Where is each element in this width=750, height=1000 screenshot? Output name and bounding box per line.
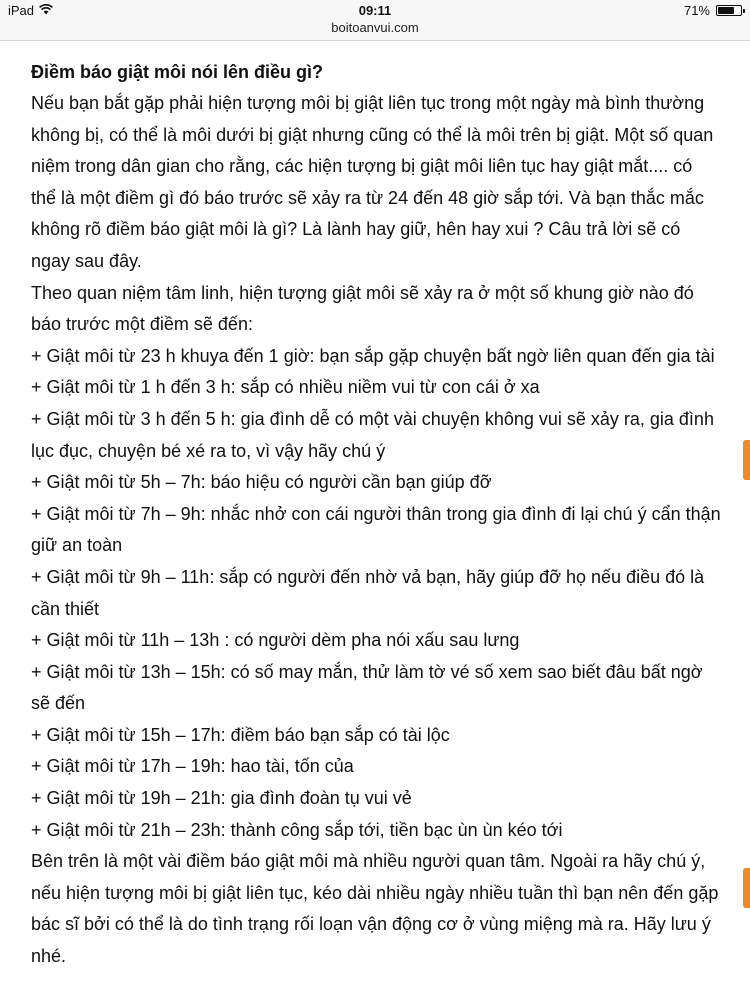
article-body [31,88,721,973]
address-bar[interactable] [0,20,750,41]
battery-icon [716,5,742,16]
device-name: iPad [8,3,35,18]
article-paragraph: + Giật môi từ 11h – 13h : có người dèm pha nói xấu sau lưng [31,630,520,651]
article-paragraph: Bên trên là một vài điềm báo giật môi mà nhiều người quan tâm. Ngoài ra hãy chú ý, nếu hiện tượng môi bị giật liên tục, kéo dài nhiều ngày nhiều tuần thì bạn nên đến gặp bác sĩ bởi có thể là do tình trạng rối loạn vận động cơ ở vùng miệng mà ra. Hãy lưu ý nhé. [31,851,719,967]
side-tab-lower[interactable] [743,868,750,908]
article-paragraph: + Giật môi từ 1 h đến 3 h: sắp có nhiều niềm vui từ con cái ở xa [31,377,540,398]
article-paragraph: + Giật môi từ 13h – 15h: có số may mắn, thử làm tờ vé số xem sao biết đâu bất ngờ sẽ đến [31,661,703,714]
article-paragraph: + Giật môi từ 15h – 17h: điềm báo bạn sắp có tài lộc [31,724,450,745]
article-paragraph: + Giật môi từ 23 h khuya đến 1 giờ: bạn sắp gặp chuyện bất ngờ liên quan đến gia tài [31,345,715,366]
article-paragraph: Theo quan niệm tâm linh, hiện tượng giật môi sẽ xảy ra ở một số khung giờ nào đó báo trước một điềm sẽ đến: [31,282,694,335]
article-paragraph: + Giật môi từ 7h – 9h: nhắc nhở con cái người thân trong gia đình đi lại chú ý cẩn thận giữ an toàn [31,503,721,556]
clock: 09:11 [358,3,392,18]
article-content [31,40,721,973]
status-bar [0,0,750,20]
article-paragraph: + Giật môi từ 9h – 11h: sắp có người đến nhờ vả bạn, hãy giúp đỡ họ nếu điều đó là cần thiết [31,566,705,619]
article-paragraph: + Giật môi từ 19h – 21h: gia đình đoàn tụ vui vẻ [31,788,412,809]
url-text[interactable]: boitoanvui.com [331,20,419,35]
battery-percent: 71% [683,3,710,18]
status-right [684,3,742,18]
article-paragraph: + Giật môi từ 17h – 19h: hao tài, tốn của [31,756,354,777]
article-paragraph: Nếu bạn bắt gặp phải hiện tượng môi bị giật liên tục trong một ngày mà bình thường không bị, có thể là môi dưới bị giật nhưng cũng có thể là môi trên bị giật. Một số quan niệm trong dân gian cho rằng, các hiện tượng bị giật môi liên tục hay giật mắt.... có thể là một điềm gì đó báo trước sẽ xảy ra từ 24 đến 48 giờ sắp tới. Và bạn thắc mắc không rõ điềm báo giật môi là gì? Là lành hay giữ, hên hay xui ? Câu trả lời sẽ có ngay sau đây. [31,93,714,271]
article-paragraph: + Giật môi từ 21h – 23h: thành công sắp tới, tiền bạc ùn ùn kéo tới [31,819,563,840]
article-paragraph: + Giật môi từ 5h – 7h: báo hiệu có người cần bạn giúp đỡ [31,472,492,493]
article-title: Điềm báo giật môi nói lên điều gì? [31,62,324,82]
side-tab-upper[interactable] [743,440,750,480]
battery-fill [718,7,734,14]
article-paragraph: + Giật môi từ 3 h đến 5 h: gia đình dễ có một vài chuyện không vui sẽ xảy ra, gia đình lục đục, chuyện bé xé ra to, vì vậy hãy chú ý [31,408,714,461]
